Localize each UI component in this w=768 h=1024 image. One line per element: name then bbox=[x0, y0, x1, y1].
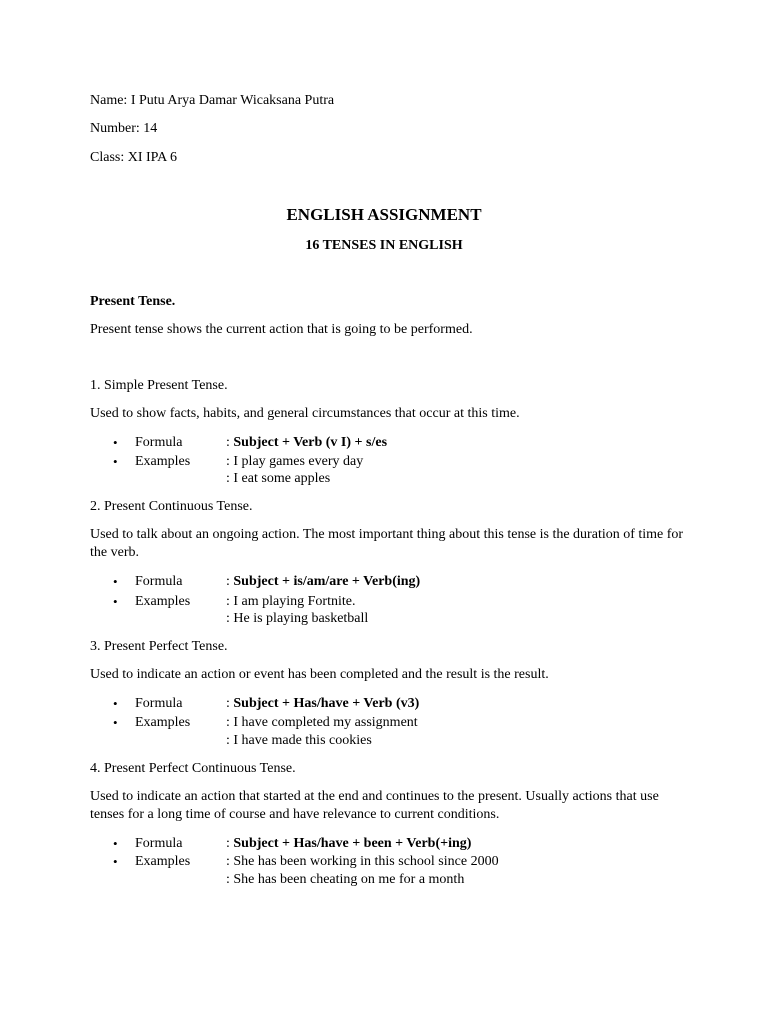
formula-separator: : bbox=[226, 435, 234, 450]
examples-label: Examples bbox=[135, 715, 191, 730]
tense-description: Used to indicate an action or event has been completed and the result is the result. bbox=[90, 667, 549, 682]
example-text: : He is playing basketball bbox=[226, 611, 369, 626]
formula-value bbox=[226, 573, 420, 591]
student-number: Number: 14 bbox=[90, 121, 158, 136]
formula-text: Subject + Has/have + Verb (v3) bbox=[233, 696, 420, 711]
examples-label: Examples bbox=[135, 854, 191, 869]
student-name: Name: I Putu Arya Damar Wicaksana Putra bbox=[90, 93, 335, 108]
section-intro: Present tense shows the current action that is going to be performed. bbox=[90, 322, 473, 337]
bullet-icon: • bbox=[113, 435, 118, 450]
formula-text: Subject + is/am/are + Verb(ing) bbox=[233, 574, 421, 589]
document-subtitle: 16 TENSES IN ENGLISH bbox=[305, 238, 463, 253]
formula-separator: : bbox=[226, 836, 234, 851]
bullet-icon: • bbox=[113, 854, 118, 869]
formula-value bbox=[226, 695, 419, 713]
formula-separator: : bbox=[226, 696, 234, 711]
examples-label: Examples bbox=[135, 594, 191, 609]
formula-value bbox=[226, 434, 387, 452]
formula-label: Formula bbox=[135, 696, 183, 711]
bullet-icon: • bbox=[113, 454, 118, 469]
formula-label: Formula bbox=[135, 836, 183, 851]
example-text: : I eat some apples bbox=[226, 471, 331, 486]
example-text: : She has been working in this school since 2000 bbox=[226, 854, 499, 869]
example-text: : I play games every day bbox=[226, 454, 364, 469]
example-text: : I have made this cookies bbox=[226, 733, 372, 748]
tense-heading: 1. Simple Present Tense. bbox=[90, 378, 228, 393]
bullet-icon: • bbox=[113, 574, 118, 589]
tense-description: Used to show facts, habits, and general circumstances that occur at this time. bbox=[90, 406, 520, 421]
formula-text: Subject + Has/have + been + Verb(+ing) bbox=[233, 836, 472, 851]
section-heading: Present Tense. bbox=[90, 294, 176, 309]
bullet-icon: • bbox=[113, 836, 118, 851]
example-text: : I have completed my assignment bbox=[226, 715, 418, 730]
document-title: ENGLISH ASSIGNMENT bbox=[286, 205, 482, 224]
tense-description: Used to indicate an action that started at the end and continues to the present. Usually actions that use tenses for a long time of course and have relevance to current conditions. bbox=[90, 789, 659, 822]
tense-heading: 3. Present Perfect Tense. bbox=[90, 639, 228, 654]
tense-heading: 2. Present Continuous Tense. bbox=[90, 499, 253, 514]
tense-heading: 4. Present Perfect Continuous Tense. bbox=[90, 761, 296, 776]
bullet-icon: • bbox=[113, 715, 118, 730]
formula-text: Subject + Verb (v I) + s/es bbox=[233, 435, 388, 450]
bullet-icon: • bbox=[113, 696, 118, 711]
example-text: : She has been cheating on me for a month bbox=[226, 872, 465, 887]
tense-description: Used to talk about an ongoing action. The most important thing about this tense is the duration of time for the verb. bbox=[90, 527, 684, 560]
formula-value bbox=[226, 835, 471, 853]
formula-label: Formula bbox=[135, 435, 183, 450]
examples-label: Examples bbox=[135, 454, 191, 469]
student-class: Class: XI IPA 6 bbox=[90, 150, 178, 165]
formula-label: Formula bbox=[135, 574, 183, 589]
formula-separator: : bbox=[226, 574, 234, 589]
bullet-icon: • bbox=[113, 594, 118, 609]
example-text: : I am playing Fortnite. bbox=[226, 594, 356, 609]
